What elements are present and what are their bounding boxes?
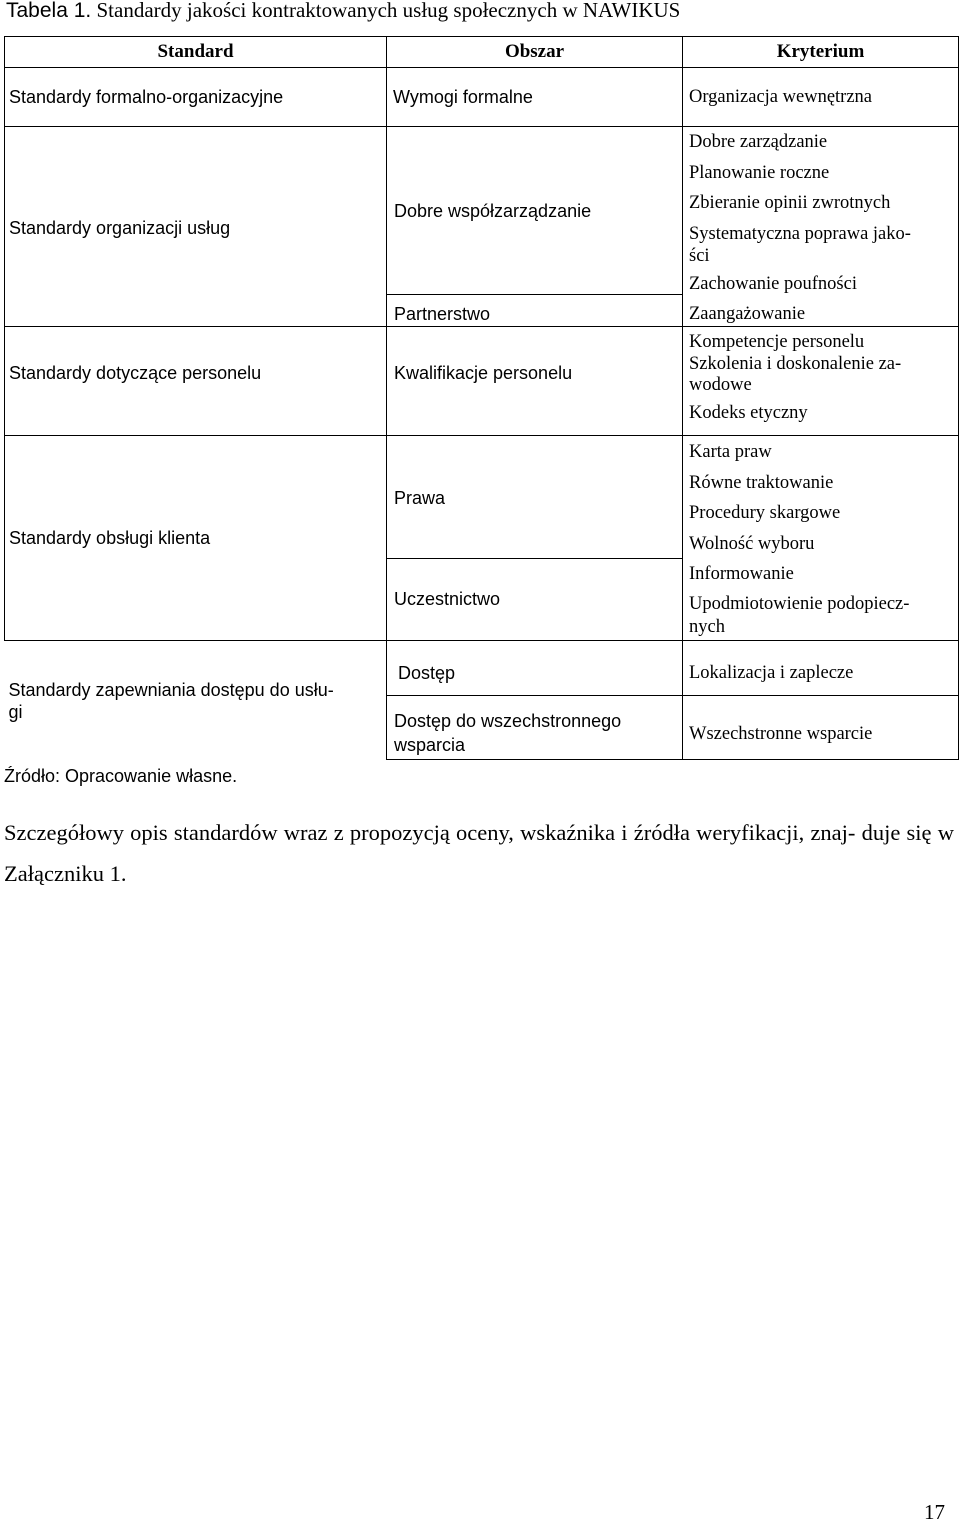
- criterion-org-2: Planowanie roczne: [689, 163, 830, 183]
- area-client-cell: [387, 436, 683, 641]
- table-source: Źródło: Opracowanie własne.: [4, 766, 238, 786]
- criterion-org-5: Zachowanie poufności: [689, 274, 857, 294]
- criterion-staff-3: Kodeks etyczny: [689, 403, 808, 423]
- criterion-client-3: Procedury skargowe: [689, 503, 841, 523]
- header-area: Obszar: [387, 37, 683, 68]
- criterion-org-4b: ści: [689, 246, 710, 266]
- area-client-2: Uczestnictwo: [394, 589, 501, 609]
- table-row: [5, 641, 959, 760]
- standard-org-cell: [5, 127, 387, 327]
- table-header-row: [5, 37, 959, 68]
- area-org-2: Partnerstwo: [394, 304, 491, 324]
- criterion-org-1: Dobre zarządzanie: [689, 132, 828, 152]
- criterion-access-2: Wszechstronne wsparcie: [689, 724, 873, 744]
- criterion-org-3: Zbieranie opinii zwrotnych: [689, 193, 891, 213]
- area-access-1: Dostęp: [398, 663, 456, 683]
- header-standard: Standard: [5, 37, 387, 68]
- criterion-client-5: Informowanie: [689, 564, 794, 584]
- standard-org: Standardy organizacji usług: [9, 218, 231, 238]
- table-caption-title: Standardy jakości kontraktowanych usług społecznych w NAWIKUS: [96, 0, 681, 22]
- area-formal: Wymogi formalne: [387, 68, 683, 127]
- criterion-formal: Organizacja wewnętrzna: [683, 68, 959, 127]
- criterion-client-4: Wolność wyboru: [689, 534, 815, 554]
- criterion-org-4: Systematyczna poprawa jako-: [689, 224, 911, 244]
- header-criterion: Kryterium: [683, 37, 959, 68]
- table-row: [5, 68, 959, 127]
- table-caption: [6, 0, 680, 23]
- criteria-staff-cell: [683, 327, 959, 436]
- standard-client: Standardy obsługi klienta: [9, 528, 211, 548]
- area-org-cell: [387, 127, 683, 327]
- criterion-client-6: Upodmiotowienie podopiecz-: [689, 594, 910, 614]
- criteria-client-cell: [683, 436, 959, 641]
- table-row: [5, 436, 959, 641]
- area-staff: Kwalifikacje personelu: [394, 363, 573, 383]
- table-row: [5, 327, 959, 436]
- body-paragraph: Szczegółowy opis standardów wraz z propozycją oceny, wskaźnika i źródła weryfikacji, znaj- duje się w Załączniku 1.: [4, 820, 954, 886]
- criterion-client-1: Karta praw: [689, 442, 772, 462]
- criterion-client-2: Równe traktowanie: [689, 473, 834, 493]
- criterion-access-1: Lokalizacja i zaplecze: [689, 663, 854, 683]
- criterion-org-6: Zaangażowanie: [689, 304, 806, 324]
- standard-access-2: gi: [8, 702, 23, 722]
- criteria-access-cell: [683, 641, 959, 760]
- standard-staff-cell: [5, 327, 387, 436]
- area-access-cell: [387, 641, 683, 760]
- criterion-staff-2: Szkolenia i doskonalenie za-: [689, 354, 902, 374]
- standards-table: [4, 36, 959, 760]
- area-access-2b: wsparcia: [394, 735, 466, 755]
- table-caption-label: Tabela 1.: [6, 0, 92, 22]
- standard-client-cell: [5, 436, 387, 641]
- standard-access-cell: [5, 641, 387, 760]
- standard-staff: Standardy dotyczące personelu: [9, 363, 262, 383]
- criterion-client-6b: nych: [689, 617, 725, 637]
- area-org-1: Dobre współzarządzanie: [394, 201, 592, 221]
- criteria-org-cell: [683, 127, 959, 327]
- area-staff-cell: [387, 327, 683, 436]
- page-number: 17: [924, 1500, 945, 1524]
- standard-formal: Standardy formalno-organizacyjne: [5, 68, 387, 127]
- criterion-staff-2b: wodowe: [689, 375, 752, 395]
- area-client-1: Prawa: [394, 488, 446, 508]
- criterion-staff-1: Kompetencje personelu: [689, 332, 865, 352]
- area-access-2a: Dostęp do wszechstronnego: [394, 711, 622, 731]
- standard-access-1: Standardy zapewniania dostępu do usłu-: [8, 680, 334, 700]
- table-row: [5, 127, 959, 327]
